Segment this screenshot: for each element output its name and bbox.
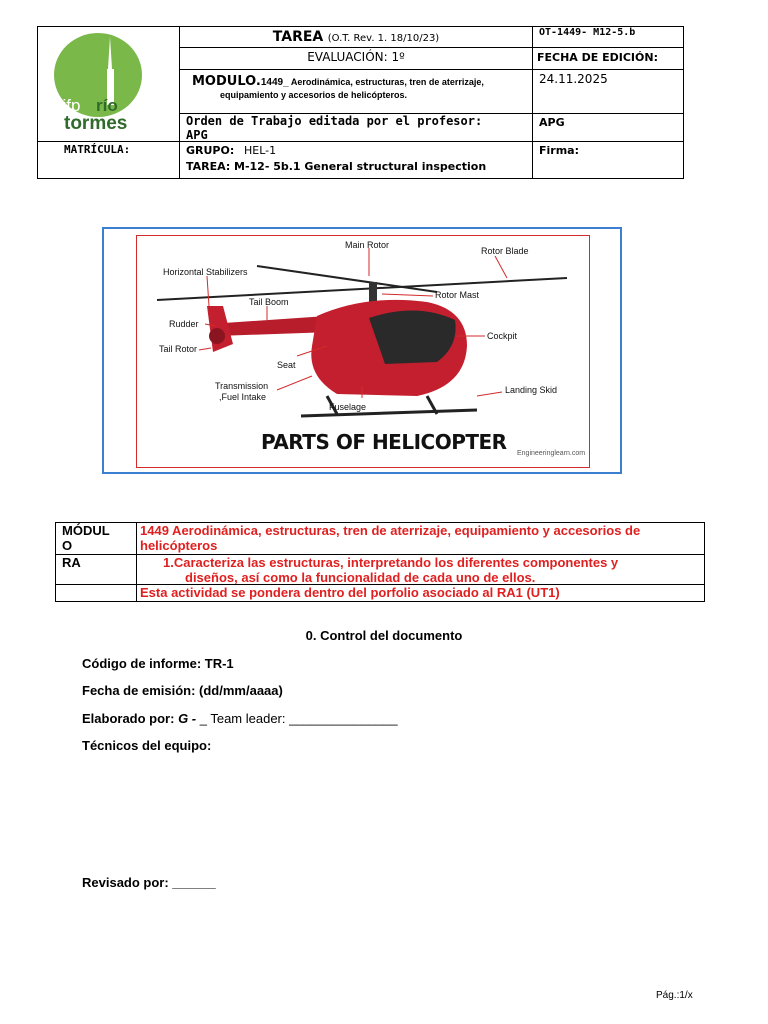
matricula-label: MATRÍCULA: [64, 143, 131, 156]
revisado-por: Revisado por: ______ [82, 875, 216, 890]
page-number: Pág.:1/x [656, 990, 693, 1001]
firma-label: Firma: [539, 144, 579, 157]
label-tail-boom: Tail Boom [249, 297, 289, 307]
orden-line-1: Orden de Trabajo editada por el profesor: [186, 114, 483, 128]
grupo-value: HEL-1 [244, 144, 277, 157]
ra-modulo-label-a: MÓDUL [62, 523, 110, 538]
apg-cell [533, 114, 684, 142]
grupo-tarea-cell [180, 142, 533, 178]
ra-text-a: 1.Caracteriza las estructuras, interpretando los diferentes componentes y [163, 555, 619, 570]
modulo-number: 1449_ [260, 77, 289, 88]
label-rudder: Rudder [169, 319, 199, 329]
svg-text:cifp: cifp [54, 96, 81, 115]
label-transmission: Transmission [215, 381, 269, 391]
evaluacion-cell [180, 48, 533, 70]
apg: APG [539, 116, 565, 129]
ra-modulo-text-a: 1449 Aerodinámica, estructuras, tren de aterrizaje, equipamiento y accesorios de [140, 523, 641, 538]
label-rotor-mast: Rotor Mast [435, 290, 480, 300]
label-landing-skid: Landing Skid [505, 385, 558, 395]
grupo-label: GRUPO: [186, 144, 235, 157]
ra-note-cell [137, 585, 704, 601]
tarea-title: TAREA [272, 29, 324, 45]
svg-text:tormes: tormes [64, 113, 128, 134]
label-fuselage: Fuselage [329, 402, 367, 412]
evaluacion: EVALUACIÓN: 1º [307, 50, 405, 64]
modulo-name-2: equipamiento y accesorios de helicópteros. [220, 90, 408, 100]
tarea-title-cell [180, 27, 533, 48]
modulo-cell [180, 70, 533, 114]
firma-cell [533, 142, 684, 178]
elaborado-prefix: Elaborado por: [82, 711, 179, 726]
fecha-value: 24.11.2025 [539, 72, 608, 86]
fecha-emision: Fecha de emisión: (dd/mm/aaaa) [82, 683, 283, 698]
matricula-cell [38, 142, 180, 178]
modulo-label: MODULO. [192, 74, 261, 89]
orden-line-2: APG [186, 128, 208, 142]
cifp-rio-tormes-logo [46, 29, 166, 139]
ra-label-cell [56, 555, 137, 585]
figure-credit: Engineeringlearn.com [517, 450, 586, 457]
elaborado-rest: _ Team leader: _______________ [196, 711, 398, 726]
ra-label: RA [62, 555, 81, 570]
tecnicos-del-equipo: Técnicos del equipo: [82, 738, 212, 753]
fecha-edicion-label-cell [533, 48, 684, 70]
figure-title: PARTS OF HELICOPTER [261, 430, 507, 454]
ot-code-cell [533, 27, 684, 48]
fecha-value-cell [533, 70, 684, 114]
label-cockpit: Cockpit [487, 331, 518, 341]
tarea-line-value: M-12- 5b.1 General structural inspection [234, 160, 487, 173]
codigo-informe: Código de informe: TR-1 [82, 656, 234, 671]
helicopter-figure-frame [102, 227, 622, 474]
ot-code: OT-1449- M12-5.b [539, 27, 636, 38]
ra-modulo-text-b: helicópteros [140, 538, 218, 553]
ra-modulo-label-cell [56, 523, 137, 555]
elaborado-g: G - [178, 711, 197, 726]
label-horizontal-stabilizers: Horizontal Stabilizers [163, 267, 248, 277]
section-title: 0. Control del documento [305, 628, 463, 643]
svg-text:río: río [96, 96, 118, 115]
fecha-edicion-label: FECHA DE EDICIÓN: [537, 51, 658, 64]
label-fuel-intake: ,Fuel Intake [219, 392, 267, 402]
ra-modulo-text-cell [137, 523, 704, 555]
label-main-rotor: Main Rotor [345, 240, 390, 250]
ra-note: Esta actividad se pondera dentro del porfolio asociado al RA1 (UT1) [140, 585, 560, 600]
ra-modulo-label-b: O [62, 538, 73, 553]
label-seat: Seat [277, 360, 296, 370]
tarea-rev: (O.T. Rev. 1. 18/10/23) [327, 33, 440, 44]
orden-cell [180, 114, 533, 142]
label-rotor-blade: Rotor Blade [481, 246, 529, 256]
header-table [37, 26, 684, 179]
label-tail-rotor: Tail Rotor [159, 344, 198, 354]
modulo-name-1: Aerodinámica, estructuras, tren de aterrizaje, [288, 77, 484, 87]
ra-text-cell [137, 555, 704, 585]
tarea-line-label: TAREA: [186, 160, 231, 173]
elaborado-por [82, 711, 398, 726]
ra-note-empty-cell [56, 585, 137, 601]
logo-cell [38, 27, 180, 142]
ra-table [55, 522, 705, 602]
helicopter-figure [136, 235, 590, 468]
ra-text-b: diseños, así como la funcionalidad de cada uno de ellos. [185, 570, 536, 585]
